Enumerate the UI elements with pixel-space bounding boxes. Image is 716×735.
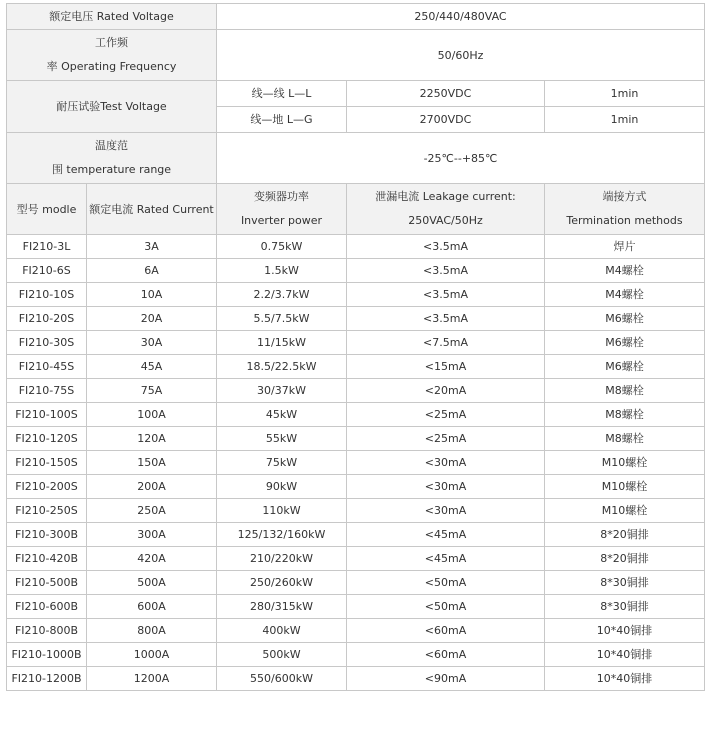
- leakage-cell: <30mA: [347, 499, 545, 523]
- leakage-cell: <3.5mA: [347, 235, 545, 259]
- table-row: [7, 259, 705, 283]
- frequency-label-line2: 率 Operating Frequency: [46, 60, 177, 73]
- test-voltage-duration: 1min: [545, 107, 705, 133]
- power-cell: 45kW: [217, 403, 347, 427]
- power-header: [217, 184, 347, 235]
- termination-cell: M6螺栓: [545, 355, 705, 379]
- model-cell: FI210-6S: [7, 259, 87, 283]
- temperature-label: [7, 133, 217, 184]
- leakage-cell: <50mA: [347, 571, 545, 595]
- test-voltage-voltage: 2250VDC: [347, 81, 545, 107]
- current-cell: 30A: [87, 331, 217, 355]
- frequency-label: [7, 30, 217, 81]
- termination-cell: M8螺栓: [545, 403, 705, 427]
- current-cell: 420A: [87, 547, 217, 571]
- current-cell: 150A: [87, 451, 217, 475]
- termination-cell: M4螺栓: [545, 283, 705, 307]
- termination-cell: 焊片: [545, 235, 705, 259]
- model-cell: FI210-120S: [7, 427, 87, 451]
- termination-cell: 10*40铜排: [545, 667, 705, 691]
- leakage-cell: <3.5mA: [347, 283, 545, 307]
- current-cell: 800A: [87, 619, 217, 643]
- leakage-cell: <60mA: [347, 643, 545, 667]
- table-row: [7, 235, 705, 259]
- leakage-cell: <25mA: [347, 427, 545, 451]
- model-cell: FI210-600B: [7, 595, 87, 619]
- leakage-cell: <90mA: [347, 667, 545, 691]
- termination-cell: 8*20铜排: [545, 547, 705, 571]
- model-cell: FI210-300B: [7, 523, 87, 547]
- current-cell: 10A: [87, 283, 217, 307]
- termination-cell: 10*40铜排: [545, 643, 705, 667]
- table-row: [7, 595, 705, 619]
- power-cell: 280/315kW: [217, 595, 347, 619]
- leakage-cell: <45mA: [347, 523, 545, 547]
- table-row: [7, 331, 705, 355]
- current-cell: 500A: [87, 571, 217, 595]
- test-voltage-pair: 线—地 L—G: [217, 107, 347, 133]
- termination-cell: 8*30铜排: [545, 571, 705, 595]
- current-cell: 45A: [87, 355, 217, 379]
- termination-cell: M10螺栓: [545, 499, 705, 523]
- table-row: [7, 355, 705, 379]
- table-row: [7, 619, 705, 643]
- test-voltage-duration: 1min: [545, 81, 705, 107]
- leakage-cell: <3.5mA: [347, 259, 545, 283]
- leakage-header-line1: 泄漏电流 Leakage current:: [375, 190, 516, 203]
- termination-header-line2: Termination methods: [566, 214, 683, 227]
- current-cell: 300A: [87, 523, 217, 547]
- table-row: [7, 307, 705, 331]
- model-cell: FI210-800B: [7, 619, 87, 643]
- current-cell: 600A: [87, 595, 217, 619]
- frequency-value: 50/60Hz: [217, 30, 705, 81]
- model-cell: FI210-250S: [7, 499, 87, 523]
- power-header-line2: Inverter power: [240, 214, 323, 227]
- power-cell: 550/600kW: [217, 667, 347, 691]
- table-row: [7, 379, 705, 403]
- model-cell: FI210-1000B: [7, 643, 87, 667]
- model-cell: FI210-1200B: [7, 667, 87, 691]
- model-cell: FI210-10S: [7, 283, 87, 307]
- leakage-header: [347, 184, 545, 235]
- model-cell: FI210-150S: [7, 451, 87, 475]
- power-cell: 2.2/3.7kW: [217, 283, 347, 307]
- termination-cell: M6螺栓: [545, 331, 705, 355]
- power-cell: 30/37kW: [217, 379, 347, 403]
- model-cell: FI210-100S: [7, 403, 87, 427]
- termination-header-line1: 端接方式: [602, 190, 647, 203]
- model-cell: FI210-200S: [7, 475, 87, 499]
- power-cell: 110kW: [217, 499, 347, 523]
- frequency-label-line1: 工作频: [95, 36, 128, 49]
- termination-cell: 10*40铜排: [545, 619, 705, 643]
- table-row: [7, 571, 705, 595]
- table-row: [7, 283, 705, 307]
- current-cell: 1200A: [87, 667, 217, 691]
- temperature-row: [7, 133, 705, 184]
- current-cell: 250A: [87, 499, 217, 523]
- power-cell: 75kW: [217, 451, 347, 475]
- table-row: [7, 643, 705, 667]
- termination-cell: M8螺栓: [545, 379, 705, 403]
- leakage-cell: <45mA: [347, 547, 545, 571]
- power-cell: 500kW: [217, 643, 347, 667]
- current-cell: 200A: [87, 475, 217, 499]
- leakage-cell: <50mA: [347, 595, 545, 619]
- spec-table: [6, 3, 705, 691]
- power-cell: 1.5kW: [217, 259, 347, 283]
- termination-cell: M10螺栓: [545, 451, 705, 475]
- table-row: [7, 547, 705, 571]
- current-cell: 120A: [87, 427, 217, 451]
- power-cell: 55kW: [217, 427, 347, 451]
- test-voltage-label: 耐压试验Test Voltage: [7, 81, 217, 133]
- model-cell: FI210-45S: [7, 355, 87, 379]
- rated-voltage-row: [7, 4, 705, 30]
- model-cell: FI210-420B: [7, 547, 87, 571]
- table-row: [7, 475, 705, 499]
- test-voltage-voltage: 2700VDC: [347, 107, 545, 133]
- model-cell: FI210-20S: [7, 307, 87, 331]
- power-cell: 90kW: [217, 475, 347, 499]
- power-cell: 5.5/7.5kW: [217, 307, 347, 331]
- leakage-cell: <25mA: [347, 403, 545, 427]
- termination-cell: M8螺栓: [545, 427, 705, 451]
- current-cell: 1000A: [87, 643, 217, 667]
- leakage-header-line2: 250VAC/50Hz: [408, 214, 483, 227]
- leakage-cell: <60mA: [347, 619, 545, 643]
- rated-voltage-label: 额定电压 Rated Voltage: [7, 4, 217, 30]
- temperature-value: -25℃--+85℃: [217, 133, 705, 184]
- table-row: [7, 403, 705, 427]
- termination-header: [545, 184, 705, 235]
- power-cell: 210/220kW: [217, 547, 347, 571]
- power-cell: 400kW: [217, 619, 347, 643]
- current-cell: 75A: [87, 379, 217, 403]
- table-row: [7, 499, 705, 523]
- power-cell: 125/132/160kW: [217, 523, 347, 547]
- termination-cell: 8*20铜排: [545, 523, 705, 547]
- model-cell: FI210-30S: [7, 331, 87, 355]
- termination-cell: M4螺栓: [545, 259, 705, 283]
- column-header-row: [7, 184, 705, 235]
- leakage-cell: <20mA: [347, 379, 545, 403]
- termination-cell: M6螺栓: [545, 307, 705, 331]
- power-header-line1: 变频器功率: [254, 190, 309, 203]
- power-cell: 18.5/22.5kW: [217, 355, 347, 379]
- test-voltage-pair: 线—线 L—L: [217, 81, 347, 107]
- model-cell: FI210-75S: [7, 379, 87, 403]
- temperature-label-line2: 围 temperature range: [51, 163, 172, 176]
- table-row: [7, 667, 705, 691]
- model-header: 型号 modle: [7, 184, 87, 235]
- table-row: [7, 523, 705, 547]
- current-cell: 20A: [87, 307, 217, 331]
- leakage-cell: <15mA: [347, 355, 545, 379]
- temperature-label-line1: 温度范: [95, 139, 128, 152]
- current-header: 额定电流 Rated Current: [87, 184, 217, 235]
- power-cell: 11/15kW: [217, 331, 347, 355]
- termination-cell: 8*30铜排: [545, 595, 705, 619]
- rated-voltage-value: 250/440/480VAC: [217, 4, 705, 30]
- model-cell: FI210-500B: [7, 571, 87, 595]
- leakage-cell: <30mA: [347, 451, 545, 475]
- table-row: [7, 451, 705, 475]
- table-row: [7, 427, 705, 451]
- current-cell: 100A: [87, 403, 217, 427]
- current-cell: 3A: [87, 235, 217, 259]
- test-voltage-row-1: [7, 81, 705, 107]
- power-cell: 0.75kW: [217, 235, 347, 259]
- model-cell: FI210-3L: [7, 235, 87, 259]
- leakage-cell: <3.5mA: [347, 307, 545, 331]
- leakage-cell: <7.5mA: [347, 331, 545, 355]
- power-cell: 250/260kW: [217, 571, 347, 595]
- termination-cell: M10螺栓: [545, 475, 705, 499]
- current-cell: 6A: [87, 259, 217, 283]
- frequency-row: [7, 30, 705, 81]
- leakage-cell: <30mA: [347, 475, 545, 499]
